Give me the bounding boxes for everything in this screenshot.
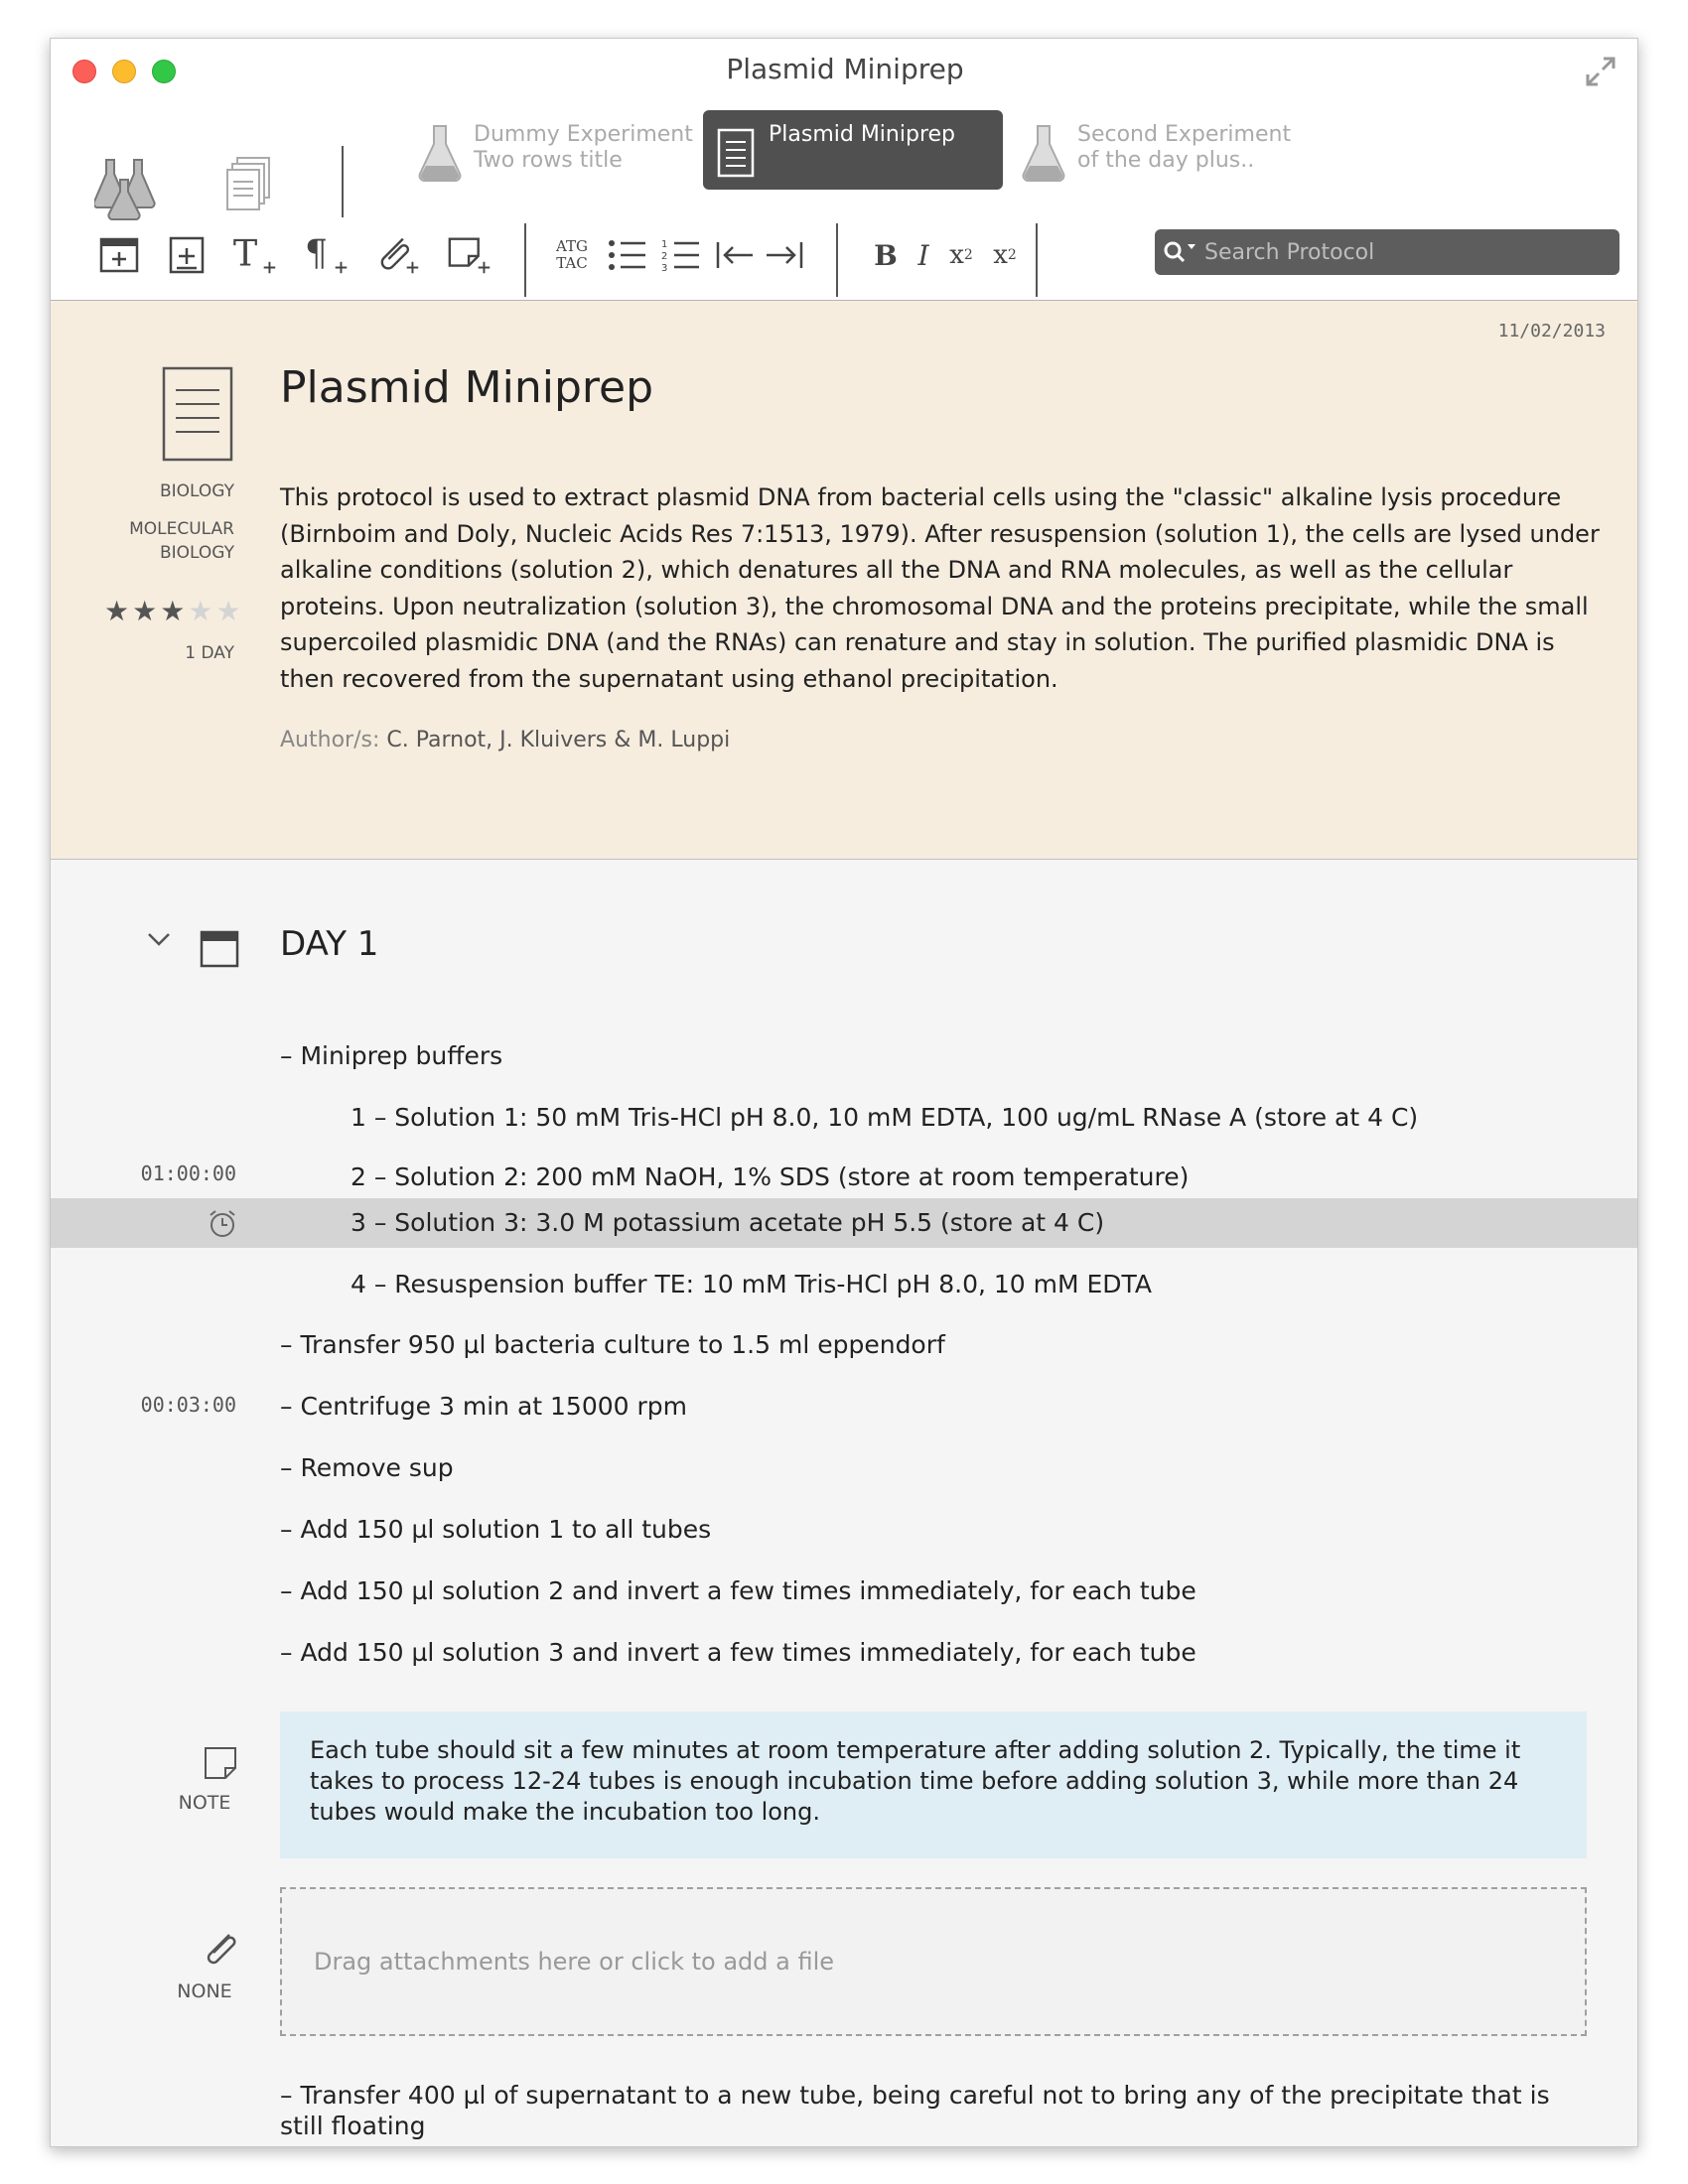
toolbar [51, 215, 1638, 301]
note-icon [204, 1746, 237, 1780]
flask-icon [418, 122, 462, 184]
protocol-category: BIOLOGY [159, 481, 234, 501]
step-timer[interactable]: 00:03:00 [140, 1393, 236, 1417]
star-filled-icon[interactable]: ★ [132, 595, 161, 627]
svg-text:¶: ¶ [304, 232, 329, 275]
add-text-icon [231, 232, 281, 278]
protocol-duration: 1 DAY [185, 643, 234, 663]
step[interactable]: – Miniprep buffers [280, 1041, 503, 1070]
add-step-button[interactable] [162, 227, 211, 283]
search-icon[interactable] [1155, 240, 1204, 264]
bullet-list-icon [608, 238, 647, 272]
step[interactable]: – Transfer 950 µl bacteria culture to 1.5 ml eppendorf [280, 1330, 945, 1359]
subcategory-line: MOLECULAR [129, 519, 234, 539]
note-icon [446, 232, 495, 278]
day-calendar-icon [200, 930, 239, 968]
step[interactable]: – Add 150 µl solution 3 and invert a few times immediately, for each tube [280, 1638, 1196, 1667]
bold-button[interactable]: B [874, 238, 898, 272]
protocol-authors [280, 728, 730, 752]
note-label: NOTE [178, 1792, 231, 1814]
add-step-icon [167, 235, 207, 275]
subscript-base: x [993, 240, 1008, 270]
subscript-mark: 2 [1007, 247, 1017, 263]
sub-step[interactable]: 1 – Solution 1: 50 mM Tris-HCl pH 8.0, 10 mM EDTA, 100 ug/mL RNase A (store at 4 C) [351, 1103, 1419, 1132]
tab-dummy-experiment[interactable] [418, 110, 734, 190]
step[interactable]: – Transfer 400 µl of supernatant to a new tube, being careful not to bring any of the precipitate that is still floating [280, 2081, 1550, 2140]
bullet-list-button[interactable] [603, 227, 652, 283]
paragraph-icon [303, 232, 352, 278]
toolbar-separator [836, 223, 838, 297]
subcategory-line: BIOLOGY [159, 543, 234, 563]
svg-text:2: 2 [661, 251, 668, 262]
sub-step[interactable]: 4 – Resuspension buffer TE: 10 mM Tris-HCl pH 8.0, 10 mM EDTA [351, 1270, 1152, 1298]
app-window [50, 38, 1638, 2147]
tab-plasmid-miniprep[interactable] [703, 110, 1003, 190]
protocol-description[interactable]: This protocol is used to extract plasmid DNA from bacterial cells using the "classic" alkaline lysis procedure (Birnboim and Doly, Nucleic Acids Res 7:1513, 1979). After resuspension (solution 1), the cells are lysed under alkaline conditions (solution 2), which denatures all the DNA and RNA molecules, as well as the cellular proteins. Upon neutralization (solution 3), the chromosomal DNA and the proteins precipitate, while the small supercoiled plasmidic DNA (and the RNAs) can renature and stay in solution. The purified plasmidic DNA is then recovered from the supernatant using ethanol precipitation. [280, 483, 1600, 693]
toolbar-separator [1036, 223, 1038, 297]
add-text-button[interactable] [231, 227, 281, 283]
tab-label: Dummy Experiment [474, 122, 693, 147]
numbered-list-button[interactable] [656, 227, 706, 283]
add-day-icon [99, 235, 139, 275]
sequence-top-label: ATG [556, 237, 588, 255]
fullscreen-icon[interactable] [1584, 55, 1618, 88]
attachments-dropzone[interactable]: Drag attachments here or click to add a file [280, 1887, 1587, 2036]
star-filled-icon[interactable]: ★ [104, 595, 133, 627]
dna-sequence-button[interactable] [547, 227, 597, 283]
add-day-button[interactable] [94, 227, 144, 283]
toolbar-separator [524, 223, 526, 297]
protocol-date: 11/02/2013 [1497, 321, 1606, 341]
window-title: Plasmid Miniprep [726, 53, 964, 85]
tab-separator [342, 146, 344, 217]
authors-names[interactable]: C. Parnot, J. Kluivers & M. Luppi [386, 728, 731, 752]
tab-label: Second Experiment [1077, 122, 1292, 147]
step[interactable]: – Remove sup [280, 1453, 454, 1482]
svg-text:1: 1 [661, 239, 668, 250]
tab-sublabel: Two rows title [474, 148, 623, 173]
svg-text:T: T [232, 232, 258, 275]
flasks-icon[interactable] [94, 152, 166, 221]
protocol-subcategory [129, 517, 234, 565]
step[interactable]: – Centrifuge 3 min at 15000 rpm [280, 1392, 687, 1421]
attachments-count-label: NONE [177, 1980, 232, 2002]
authors-label: Author/s: [280, 728, 380, 752]
superscript-mark: 2 [963, 247, 973, 263]
flask-icon [1022, 122, 1065, 184]
step-timer[interactable]: 01:00:00 [140, 1161, 236, 1185]
add-attachment-button[interactable] [374, 227, 424, 283]
day-title[interactable]: DAY 1 [280, 924, 379, 964]
star-empty-icon[interactable]: ★ [188, 595, 216, 627]
protocol-header [51, 301, 1638, 860]
sequence-bottom-label: TAC [556, 254, 588, 272]
search-field[interactable] [1155, 229, 1619, 275]
add-paragraph-button[interactable] [303, 227, 352, 283]
numbered-list-icon [661, 238, 701, 272]
documents-icon[interactable] [225, 156, 273, 211]
protocol-title[interactable]: Plasmid Miniprep [280, 362, 653, 413]
protocol-body [51, 861, 1638, 2147]
paperclip-icon [374, 232, 424, 278]
step[interactable]: – Add 150 µl solution 2 and invert a few times immediately, for each tube [280, 1576, 1196, 1605]
italic-button[interactable]: I [917, 238, 929, 272]
svg-text:3: 3 [661, 263, 668, 272]
add-note-button[interactable] [446, 227, 495, 283]
outdent-button[interactable] [710, 227, 760, 283]
star-empty-icon[interactable]: ★ [215, 595, 244, 627]
titlebar [51, 39, 1638, 301]
outdent-icon [715, 240, 755, 270]
subscript-button[interactable] [980, 227, 1030, 283]
superscript-base: x [949, 240, 964, 270]
indent-button[interactable] [760, 227, 809, 283]
star-filled-icon[interactable]: ★ [160, 595, 189, 627]
sub-step[interactable]: 3 – Solution 3: 3.0 M potassium acetate pH 5.5 (store at 4 C) [351, 1208, 1105, 1237]
step[interactable]: – Add 150 µl solution 1 to all tubes [280, 1515, 712, 1544]
tab-label: Plasmid Miniprep [769, 122, 955, 147]
protocol-document-icon [717, 128, 755, 178]
search-input[interactable] [1204, 240, 1602, 265]
tab-second-experiment[interactable] [1022, 110, 1320, 190]
note-box[interactable]: Each tube should sit a few minutes at room temperature after adding solution 2. Typically, the time it takes to process 12-24 tubes is enough incubation time before adding solution 3, while more than 24 tubes would make the incubation too long. [280, 1711, 1587, 1858]
paperclip-icon [202, 1931, 237, 1965]
chevron-down-icon[interactable] [146, 930, 172, 948]
tab-sublabel: of the day plus.. [1077, 148, 1255, 173]
indent-icon [765, 240, 804, 270]
protocol-document-icon [162, 366, 233, 462]
superscript-button[interactable] [936, 227, 986, 283]
alarm-clock-icon[interactable] [208, 1209, 237, 1239]
sub-step[interactable]: 2 – Solution 2: 200 mM NaOH, 1% SDS (store at room temperature) [351, 1162, 1190, 1191]
rating-stars[interactable] [104, 595, 244, 627]
